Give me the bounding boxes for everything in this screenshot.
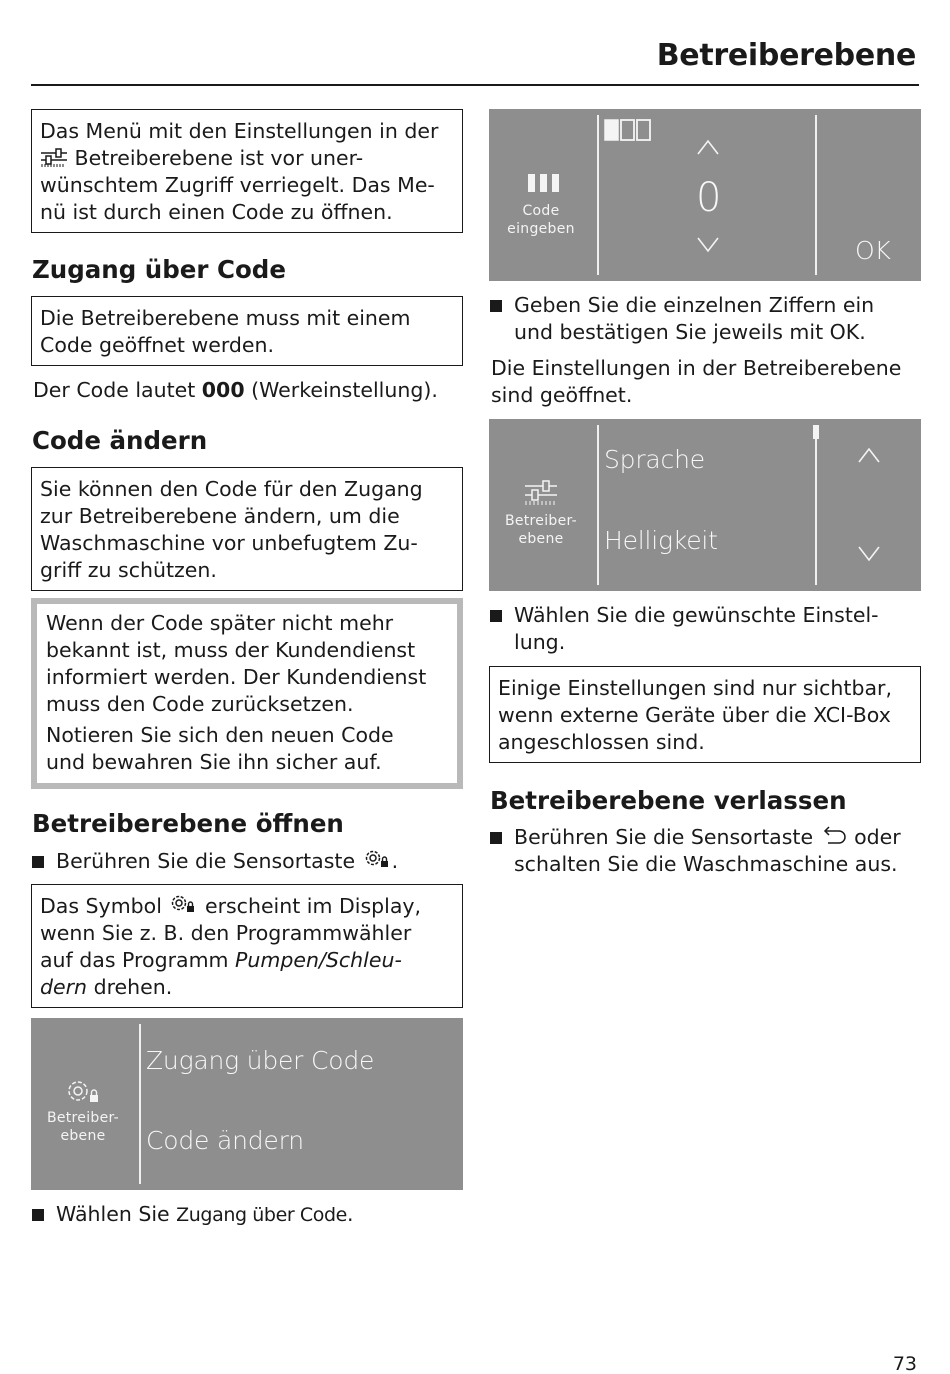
code-divider-right [815, 115, 817, 275]
settings-display [489, 419, 921, 591]
gear-lock-icon [362, 848, 392, 870]
change-line-4: griff zu schützen. [40, 558, 217, 582]
opened-line-2: sind geöffnet. [491, 383, 633, 407]
bullet-select-line-1: Wählen Sie die gewünschte Einstel- [514, 603, 879, 627]
symbol-text-a: Das Symbol [40, 894, 169, 918]
bullet-leave-b: oder [847, 825, 901, 849]
gear-lock-icon [65, 1078, 103, 1106]
bullet-touch-end: . [391, 849, 399, 873]
code-value: 000 [201, 378, 245, 402]
menu-item-access-code[interactable]: Zugang über Code [146, 1046, 375, 1075]
intro-line-4: nü ist durch einen Code zu öffnen. [40, 200, 393, 224]
symbol-line-4b: drehen. [87, 975, 173, 999]
settings-sliders-icon [40, 147, 68, 167]
warning-line-6: und bewahren Sie ihn sicher auf. [46, 750, 382, 774]
bullet-leave-line-1 [514, 824, 921, 851]
heading-open: Betreiberebene öffnen [32, 809, 344, 838]
settings-label-line-1: Betreiber- [504, 513, 578, 529]
note-line-3: angeschlossen sind. [498, 730, 705, 754]
symbol-line-3 [40, 947, 454, 974]
intro-box [31, 109, 463, 233]
code-text-before: Der Code lautet [33, 378, 202, 402]
bullet-select-b: Zugang über Code [176, 1204, 347, 1226]
back-arrow-icon [820, 826, 848, 846]
menu-item-brightness[interactable]: Helligkeit [604, 526, 718, 555]
scrollbar-track[interactable] [815, 425, 817, 585]
symbol-line-1 [40, 893, 454, 920]
menu-item-language[interactable]: Sprache [604, 445, 705, 474]
access-line-2: Code geöffnet werden. [40, 333, 275, 357]
settings-label-line-2: ebene [518, 531, 564, 547]
program-name-part2: dern [40, 975, 88, 999]
change-line-3: Waschmaschine vor unbefugtem Zu- [40, 531, 418, 555]
change-line-1: Sie können den Code für den Zugang [40, 477, 423, 501]
code-label-line-1: Code [522, 203, 560, 219]
warning-line-3: informiert werden. Der Kundendienst [46, 665, 427, 689]
bullet-enter-line-2: und bestätigen Sie jeweils mit OK. [514, 320, 866, 344]
scrollbar-thumb[interactable] [813, 425, 819, 439]
display-side-label [33, 1109, 133, 1145]
side-label-line-1: Betreiber- [46, 1110, 120, 1126]
code-digits-icon [527, 173, 561, 193]
code-side-label [491, 202, 591, 238]
code-label-line-2: eingeben [507, 221, 575, 237]
xci-note-box [489, 666, 921, 763]
bullet-select-setting [489, 602, 921, 656]
settings-divider-left [597, 425, 599, 585]
access-line-1: Die Betreiberebene muss mit einem [40, 306, 411, 330]
intro-line-1: Das Menü mit den Einstellungen in der [40, 119, 439, 143]
chevron-up-icon[interactable] [858, 447, 880, 463]
bullet-enter-line-1: Geben Sie die einzelnen Ziffern ein [514, 293, 875, 317]
bullet-square [32, 856, 44, 868]
warning-box [31, 598, 463, 789]
code-progress-icon [604, 119, 652, 141]
bullet-square [490, 832, 502, 844]
bullet-touch-text: Berühren Sie die Sensortaste [56, 849, 356, 873]
opened-line-1: Die Einstellungen in der Betreiberebene [491, 356, 902, 380]
code-value-text [31, 377, 463, 404]
page-number: 73 [892, 1353, 917, 1374]
settings-sliders-icon [524, 479, 558, 505]
program-name-part1: Pumpen/Schleu- [235, 948, 402, 972]
menu-item-change-code[interactable]: Code ändern [146, 1126, 304, 1155]
access-box [31, 296, 463, 366]
chevron-up-icon[interactable] [697, 139, 719, 155]
settings-opened-text [489, 355, 921, 409]
gear-lock-icon [168, 893, 198, 915]
symbol-box [31, 884, 463, 1008]
settings-side-label [491, 512, 591, 548]
code-digit-value: 0 [696, 175, 722, 221]
warning-line-1: Wenn der Code später nicht mehr [46, 611, 394, 635]
warning-line-5: Notieren Sie sich den neuen Code [46, 723, 394, 747]
change-line-2: zur Betreiberebene ändern, um die [40, 504, 400, 528]
bullet-square [490, 610, 502, 622]
title-rule [31, 84, 919, 86]
right-column [489, 109, 921, 878]
page-title: Betreiberebene [656, 38, 916, 73]
code-text-after: (Werkeinstellung). [244, 378, 438, 402]
bullet-select-c: . [346, 1202, 354, 1226]
symbol-line-4 [40, 974, 454, 1001]
bullet-select-access [31, 1201, 463, 1229]
symbol-line-3a: auf das Programm [40, 948, 236, 972]
note-line-1: Einige Einstellungen sind nur sichtbar, [498, 676, 892, 700]
heading-leave: Betreiberebene verlassen [490, 786, 847, 815]
bullet-leave [489, 824, 921, 878]
warning-line-2: bekannt ist, muss der Kundendienst [46, 638, 416, 662]
change-box [31, 467, 463, 591]
symbol-text-b: erscheint im Display, [198, 894, 422, 918]
operator-menu-display [31, 1018, 463, 1190]
warning-line-4: muss den Code zurücksetzen. [46, 692, 354, 716]
intro-line-2-text: Betreiberebene ist vor uner- [68, 146, 364, 170]
bullet-square [490, 300, 502, 312]
display-divider [139, 1024, 141, 1184]
bullet-enter-digits [489, 292, 921, 346]
heading-change: Code ändern [32, 426, 208, 455]
intro-line-3: wünschtem Zugriff verriegelt. Das Me- [40, 173, 435, 197]
bullet-select-line-2: lung. [514, 630, 566, 654]
note-line-2: wenn externe Geräte über die XCI-Box [498, 703, 891, 727]
heading-access: Zugang über Code [32, 255, 286, 284]
bullet-leave-a: Berühren Sie die Sensortaste [514, 825, 820, 849]
code-divider-left [597, 115, 599, 275]
chevron-down-icon[interactable] [697, 237, 719, 253]
intro-line-2 [40, 145, 454, 172]
ok-button[interactable]: OK [855, 236, 891, 265]
bullet-leave-line-2: schalten Sie die Waschmaschine aus. [514, 852, 898, 876]
bullet-square [32, 1209, 44, 1221]
symbol-line-2: wenn Sie z. B. den Programmwähler [40, 921, 412, 945]
left-column [31, 109, 463, 1229]
bullet-touch-sensor [31, 848, 463, 875]
chevron-down-icon[interactable] [858, 546, 880, 562]
side-label-line-2: ebene [60, 1128, 106, 1144]
code-entry-display [489, 109, 921, 281]
bullet-select-a: Wählen Sie [56, 1202, 177, 1226]
